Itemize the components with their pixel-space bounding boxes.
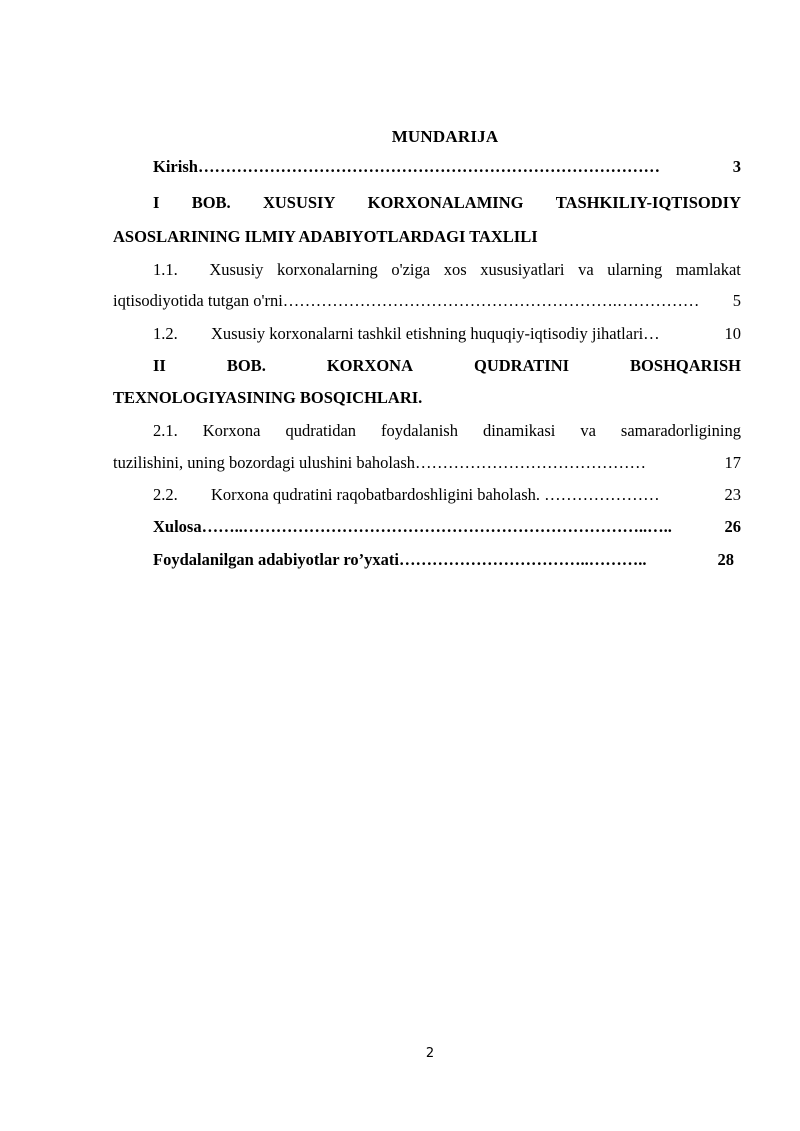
toc-entry-xulosa (153, 516, 741, 538)
toc-entry-number: 1.1. (153, 260, 178, 279)
toc-dot-leader: ………………………………………………………………………… (197, 157, 660, 176)
toc-page-number: 17 (724, 453, 741, 472)
toc-entry-1-2: 1.2. Xususiy korxonalarni tashkil etishning huquqiy-iqtisodiy jihatlari … 10 (153, 324, 741, 343)
toc-dot-leader: … (643, 324, 660, 343)
toc-entry-1-1-cont: iqtisodiyotida tutgan o'rni …………………………………………………….…………… 5 (113, 291, 741, 310)
toc-page-number: 5 (732, 291, 741, 310)
toc-page-number: 3 (732, 157, 741, 176)
toc-chapter-2-heading: II BOB. KORXONA QUDRATINI BOSHQARISH (153, 356, 741, 375)
toc-page-number: 23 (724, 485, 741, 504)
toc-entry-label: Foydalanilgan adabiyotlar ro’yxati (153, 550, 400, 569)
page-number: 2 (425, 1046, 435, 1061)
toc-entry-adabiyotlar (153, 549, 734, 571)
toc-dot-leader: ……..………………………………………………………………..….. (201, 517, 672, 536)
toc-chapter-1-heading: I BOB. XUSUSIY KORXONALAMING TASHKILIY-IQTISODIY (153, 193, 741, 212)
toc-entry-label: Xulosa (153, 517, 202, 536)
toc-entry-number: 2.1. (153, 421, 178, 440)
toc-entry-2-1-cont: tuzilishini, uning bozordagi ulushini baholash …………………………………… 17 (113, 453, 741, 472)
toc-entry-2-2: 2.2. Korxona qudratini raqobatbardoshligini baholash. ………………… 23 (153, 485, 741, 504)
toc-dot-leader: ……………………………..……….. (399, 550, 647, 569)
toc-page-number: 28 (717, 550, 734, 569)
toc-entry-2-1: 2.1. Korxona qudratidan foydalanish dinamikasi va samaradorligining (153, 421, 741, 440)
toc-chapter-1-heading-cont: ASOSLARINING ILMIY ADABIYOTLARDAGI TAXLILI (113, 227, 538, 246)
toc-entry-number: 1.2. (153, 324, 178, 343)
toc-chapter-2-heading-cont: TEXNOLOGIYASINING BOSQICHLARI. (113, 388, 423, 407)
toc-entry-label: Kirish (153, 157, 198, 176)
toc-title: MUNDARIJA (391, 127, 499, 146)
toc-entry-1-1: 1.1. Xususiy korxonalarning o'ziga xos xususiyatlari va ularning mamlakat (153, 260, 741, 279)
toc-entry-kirish (153, 156, 741, 178)
toc-page-number: 10 (724, 324, 741, 343)
toc-dot-leader: …………………………………… (415, 453, 647, 472)
toc-dot-leader: …………………………………………………….…………… (282, 291, 700, 310)
toc-entry-number: 2.2. (153, 485, 178, 504)
toc-dot-leader: ………………… (544, 485, 660, 504)
toc-page-number: 26 (724, 517, 741, 536)
